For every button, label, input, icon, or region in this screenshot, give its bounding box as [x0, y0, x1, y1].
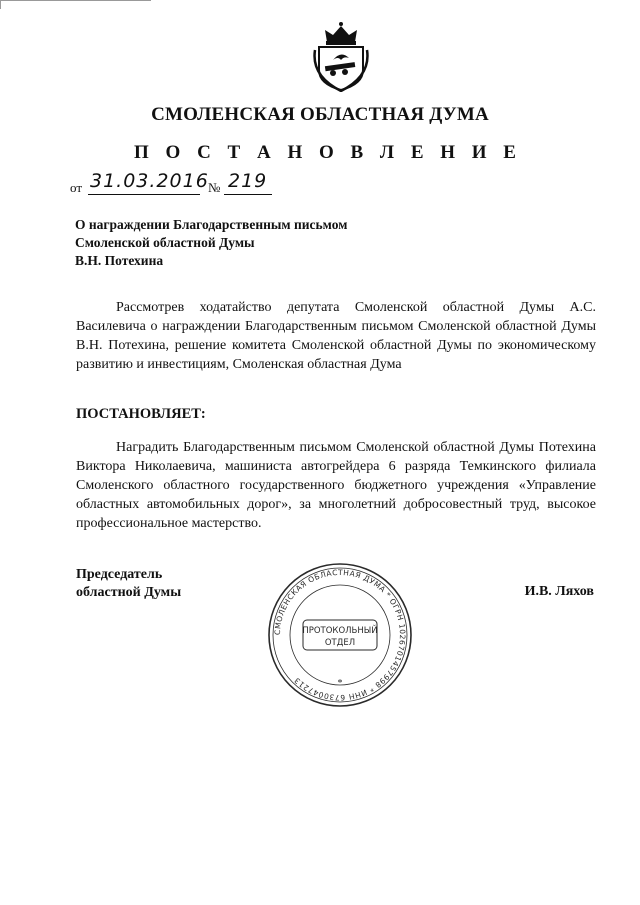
body-paragraph-award: Наградить Благодарственным письмом Смоленской областной Думы Потехина Виктора Николаевича, машиниста автогрейдера 6 разряда Темкинского филиала Смоленского областного государственного бюджетного учреждения «Управление областных автомобильных дорог», за многолетний добросовестный труд, высокое профессиональное мастерство.: [76, 440, 596, 531]
seal-center-line2: ОТДЕЛ: [324, 638, 356, 648]
page-corner-mark: [0, 0, 151, 9]
official-seal: [265, 560, 415, 710]
date-label: от: [70, 180, 83, 195]
document-subject: [75, 216, 415, 270]
seal-center-line1: ПРОТОКОЛЬНЫЙ: [302, 626, 378, 636]
date-value: 31.03.2016: [90, 170, 209, 192]
signatory-title-line: Председатель: [76, 567, 163, 582]
crown-icon: [325, 22, 357, 45]
subject-line: О награждении Благодарственным письмом: [75, 217, 348, 232]
signatory-title: [76, 566, 181, 602]
number-underline: [224, 194, 272, 195]
document-type-title: П О С Т А Н О В Л Е Н И Е: [134, 142, 522, 163]
date-underline: [88, 194, 200, 195]
number-value: 219: [228, 170, 268, 192]
subject-line: В.Н. Потехина: [75, 253, 164, 268]
signatory-title-line: областной Думы: [76, 585, 182, 600]
body-paragraph-considering: Рассмотрев ходатайство депутата Смоленской областной Думы А.С. Василевича о награждении Благодарственным письмом Смоленской областной Думы В.Н. Потехина, решение комитета Смоленской областной Думы по экономическому развитию и инвестициям, Смоленская областная Дума: [76, 300, 596, 372]
coat-of-arms-icon: [311, 20, 371, 92]
subject-line: Смоленской областной Думы: [75, 235, 255, 250]
signatory-name: И.В. Ляхов: [524, 584, 594, 599]
resolves-heading: ПОСТАНОВЛЯЕТ:: [76, 406, 206, 422]
seal-ring-text: СМОЛЕНСКАЯ ОБЛАСТНАЯ ДУМА * ОГРН 1026701457998 * ИНН 6730047213: [272, 567, 408, 703]
number-label: №: [208, 180, 221, 195]
seal-star-icon: *: [337, 678, 343, 689]
organization-title: СМОЛЕНСКАЯ ОБЛАСТНАЯ ДУМА: [151, 104, 489, 125]
